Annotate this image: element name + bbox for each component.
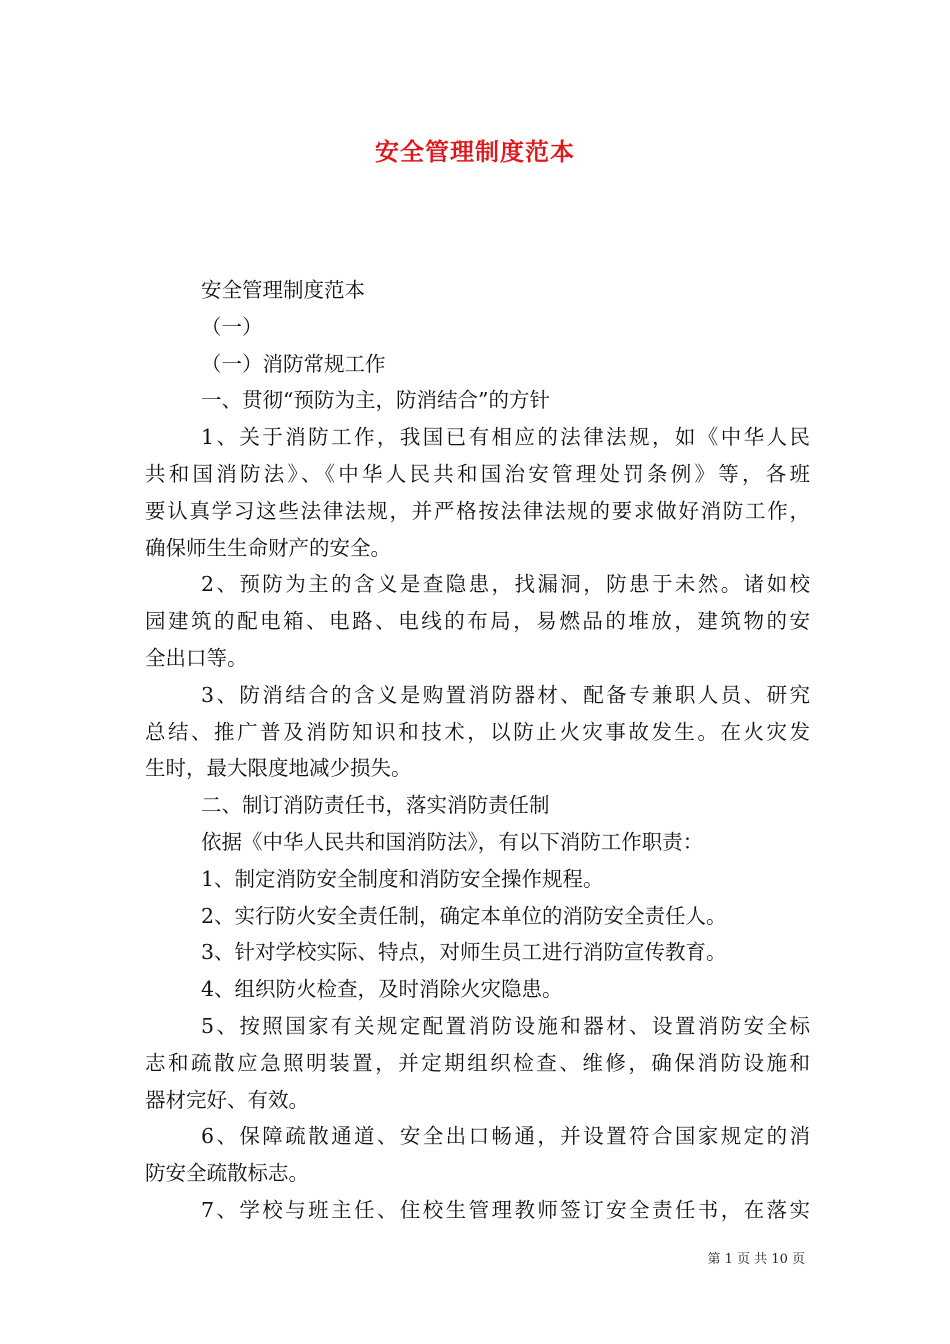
text-line: 3、针对学校实际、特点，对师生员工进行消防宣传教育。 xyxy=(201,940,727,965)
text-line: 确保师生生命财产的安全。 xyxy=(145,535,391,560)
text-line: 6、保障疏散通道、安全出口畅通，并设置符合国家规定的消 xyxy=(201,1124,810,1149)
text-line: 二、制订消防责任书，落实消防责任制 xyxy=(201,793,550,818)
text-line: 5、按照国家有关规定配置消防设施和器材、设置消防安全标 xyxy=(201,1013,810,1038)
text-line: 共和国消防法》、《中华人民共和国治安管理处罚条例》等，各班 xyxy=(145,461,810,486)
text-line: 要认真学习这些法律法规，并严格按法律法规的要求做好消防工作， xyxy=(145,498,810,523)
text-line: 1、制定消防安全制度和消防安全操作规程。 xyxy=(201,866,604,891)
text-line: 2、实行防火安全责任制，确定本单位的消防安全责任人。 xyxy=(201,903,727,928)
text-line: 3、防消结合的含义是购置消防器材、配备专兼职人员、研究 xyxy=(201,682,810,707)
text-line: 志和疏散应急照明装置，并定期组织检查、维修，确保消防设施和 xyxy=(145,1050,810,1075)
text-line: 2、预防为主的含义是查隐患，找漏洞，防患于未然。诸如校 xyxy=(201,572,810,597)
text-line: 生时，最大限度地减少损失。 xyxy=(145,756,412,781)
text-line: 1、关于消防工作，我国已有相应的法律法规，如《中华人民 xyxy=(201,425,810,450)
text-line: 防安全疏散标志。 xyxy=(145,1161,309,1186)
text-line: 7、学校与班主任、住校生管理教师签订安全责任书，在落实 xyxy=(201,1197,810,1222)
text-line: 总结、推广普及消防知识和技术，以防止火灾事故发生。在火灾发 xyxy=(145,719,810,744)
text-line: 全出口等。 xyxy=(145,645,248,670)
text-line: 4、组织防火检查，及时消除火灾隐患。 xyxy=(201,977,563,1002)
text-line: 依据《中华人民共和国消防法》，有以下消防工作职责： xyxy=(201,829,704,854)
text-line: 安全管理制度范本 xyxy=(201,278,365,302)
text-line: （一） xyxy=(201,314,263,339)
text-line: 园建筑的配电箱、电路、电线的布局，易燃品的堆放，建筑物的安 xyxy=(145,609,810,634)
text-line: （一）消防常规工作 xyxy=(201,351,386,376)
document-title: 安全管理制度范本 xyxy=(375,137,575,166)
text-line: 器材完好、有效。 xyxy=(145,1087,309,1112)
document-body xyxy=(145,272,810,1229)
text-line: 一、贯彻“预防为主，防消结合”的方针 xyxy=(201,388,550,413)
page-number: 第 1 页 共 10 页 xyxy=(707,1252,805,1267)
